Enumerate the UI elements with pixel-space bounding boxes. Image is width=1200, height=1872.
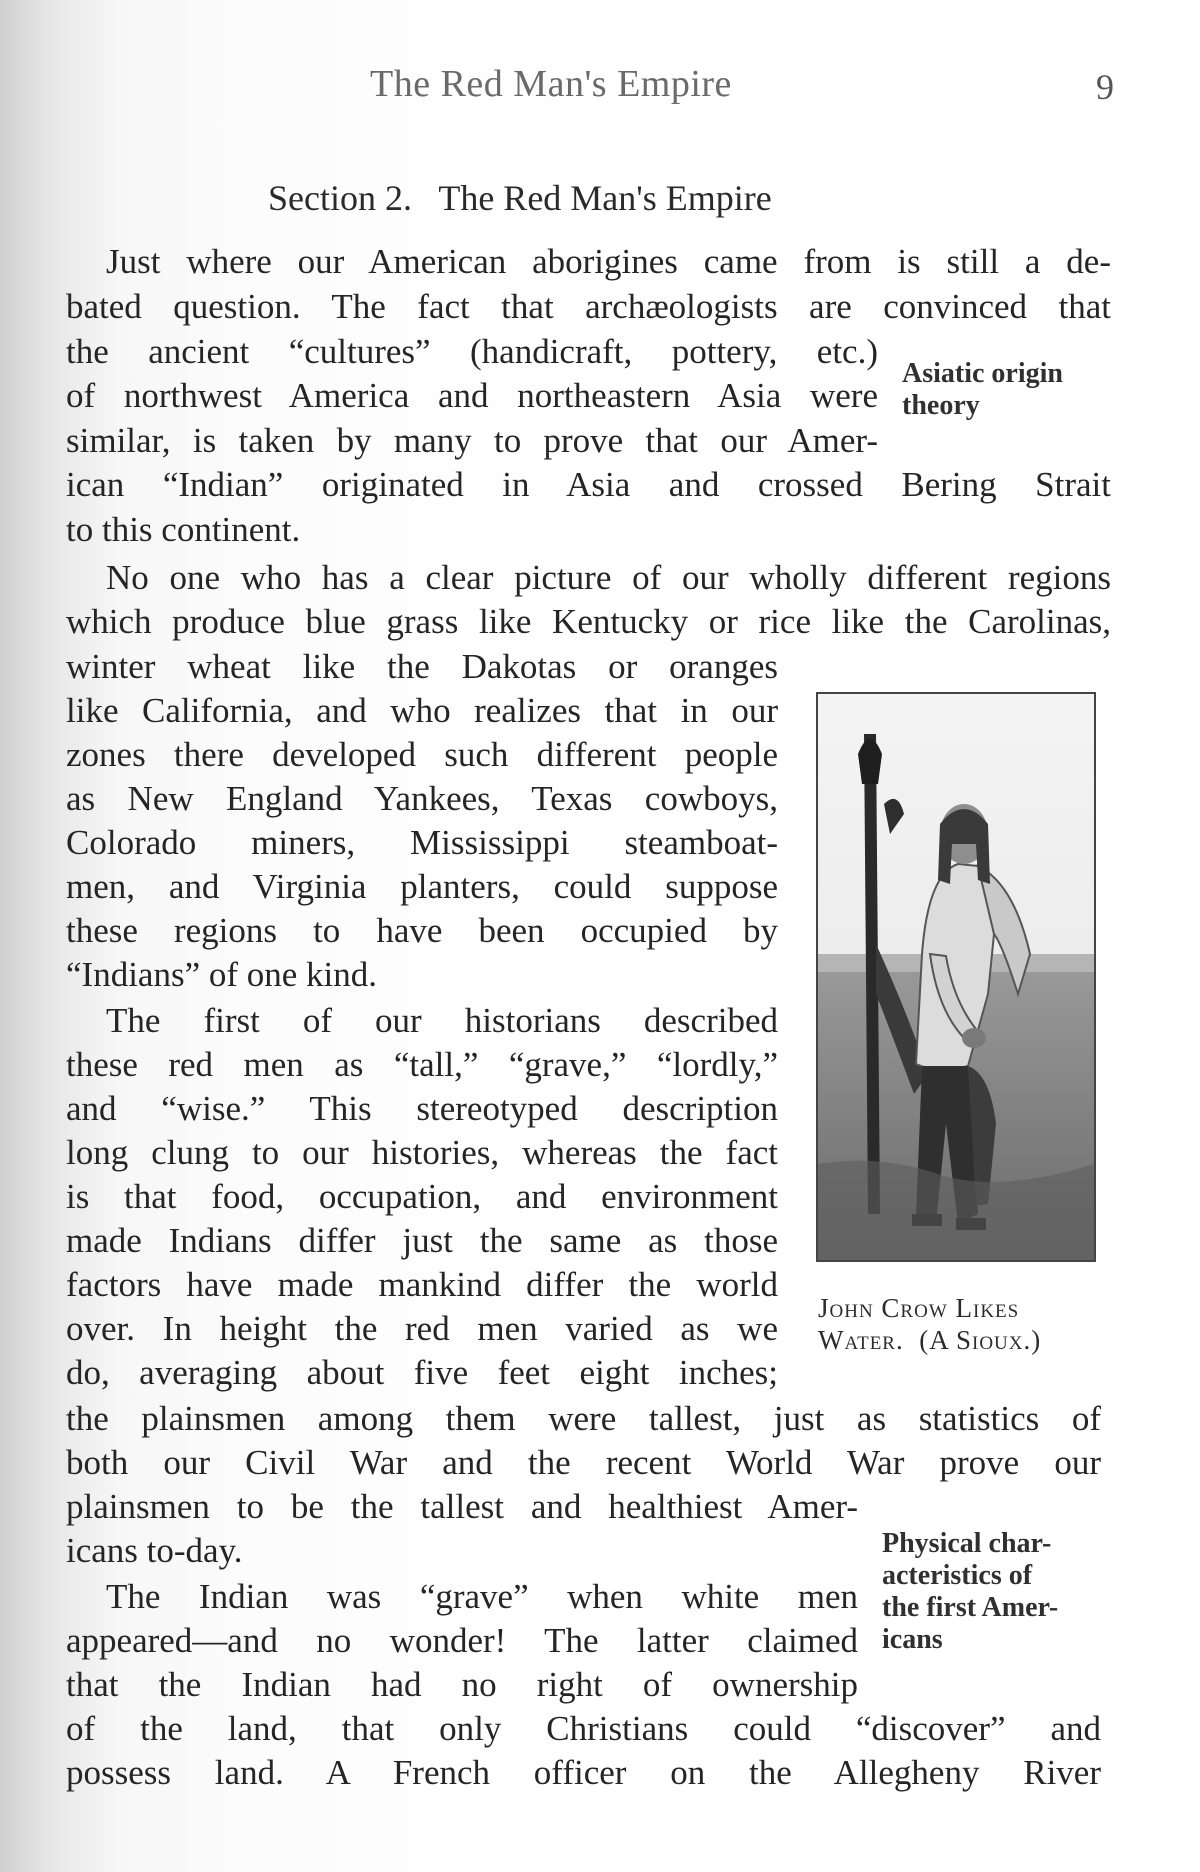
body-line: these red men as “tall,” “grave,” “lordly,” [66, 1045, 778, 1084]
body-line: Just where our American aborigines came from is still a de- [106, 242, 1111, 281]
body-line: of northwest America and northeastern Asia were [66, 376, 878, 415]
body-line: factors have made mankind differ the world [66, 1265, 778, 1304]
page-number: 9 [1096, 67, 1114, 107]
body-line: the ancient “cultures” (handicraft, pottery, etc.) [66, 332, 878, 371]
body-line: bated question. The fact that archæologists are convinced that [66, 287, 1111, 326]
body-line: is that food, occupation, and environment [66, 1177, 778, 1216]
body-line: possess land. A French officer on the Allegheny River [66, 1753, 1101, 1792]
body-line: long clung to our histories, whereas the fact [66, 1133, 778, 1172]
body-line: similar, is taken by many to prove that our Amer- [66, 421, 878, 460]
photo-caption [818, 1292, 1102, 1356]
body-line: Colorado miners, Mississippi steamboat- [66, 823, 778, 862]
running-head [0, 62, 1200, 112]
body-line: No one who has a clear picture of our wholly different regions [106, 558, 1111, 597]
caption-line: Water. (A Sioux.) [818, 1325, 1042, 1355]
body-line: that the Indian had no right of ownership [66, 1665, 858, 1704]
body-line: ican “Indian” originated in Asia and crossed Bering Strait [66, 465, 1111, 504]
body-line: The first of our historians described [106, 1001, 778, 1040]
body-line: the plainsmen among them were tallest, just as statistics of [66, 1399, 1101, 1438]
body-line: and “wise.” This stereotyped description [66, 1089, 778, 1128]
body-line: appeared—and no wonder! The latter claimed [66, 1621, 858, 1660]
body-line: icans to-day. [66, 1531, 243, 1570]
sidenote-line: Asiatic origin [902, 358, 1063, 389]
body-line: zones there developed such different people [66, 735, 778, 774]
running-title: The Red Man's Empire [370, 63, 732, 105]
body-line: both our Civil War and the recent World War prove our [66, 1443, 1101, 1482]
body-line: to this continent. [66, 510, 301, 549]
body-line: made Indians differ just the same as those [66, 1221, 778, 1260]
body-line: winter wheat like the Dakotas or oranges [66, 647, 778, 686]
body-line: over. In height the red men varied as we [66, 1309, 778, 1348]
sidenote-asiatic-origin [902, 358, 1063, 422]
body-line: of the land, that only Christians could “discover” and [66, 1709, 1101, 1748]
sidenote-line: Physical char- [882, 1528, 1052, 1559]
sidenote-line: the first Amer- [882, 1592, 1059, 1623]
sidenote-line: acteristics of [882, 1560, 1033, 1591]
sidenote-line: icans [882, 1624, 943, 1655]
caption-line: John Crow Likes [818, 1293, 1020, 1323]
section-title: Section 2. The Red Man's Empire [268, 178, 772, 218]
body-line: men, and Virginia planters, could suppose [66, 867, 778, 906]
body-line: like California, and who realizes that in our [66, 691, 778, 730]
body-line: The Indian was “grave” when white men [106, 1577, 858, 1616]
sidenote-line: theory [902, 390, 980, 421]
body-line: “Indians” of one kind. [66, 955, 378, 994]
body-line: do, averaging about five feet eight inches; [66, 1353, 778, 1392]
sidenote-physical-characteristics [882, 1528, 1058, 1656]
body-line: plainsmen to be the tallest and healthiest Amer- [66, 1487, 858, 1526]
body-line: which produce blue grass like Kentucky or rice like the Carolinas, [66, 602, 1111, 641]
photo-native-man-icon [818, 694, 1094, 1260]
body-line: as New England Yankees, Texas cowboys, [66, 779, 778, 818]
photo-figure [816, 692, 1096, 1262]
body-line: these regions to have been occupied by [66, 911, 778, 950]
